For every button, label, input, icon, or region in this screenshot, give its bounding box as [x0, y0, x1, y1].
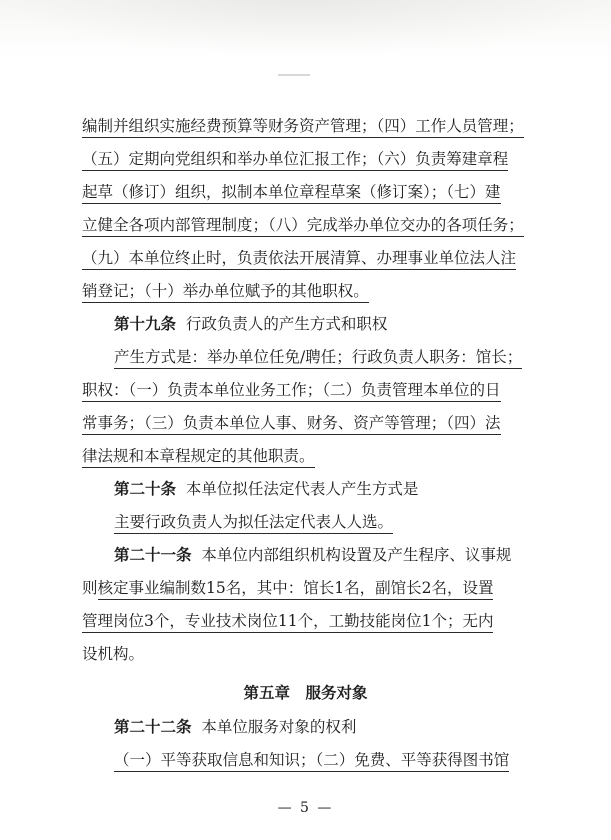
text-line-1: 编制并组织实施经费预算等财务资产管理；（四）工作人员管理；: [82, 115, 538, 138]
article-21-line-2: 则核定事业编制数15名，其中：馆长1名，副馆长2名，设置: [82, 577, 538, 600]
article-19-line-3: 常事务；（三）负责本单位人事、财务、资产等管理；（四）法: [82, 412, 538, 435]
article-20-title: 第二十条: [114, 479, 177, 498]
article-20-subject: 本单位拟任法定代表人产生方式是: [185, 480, 419, 498]
chapter-5-heading: 第五章 服务对象: [243, 683, 368, 702]
text-line-6: 销登记；（十）举办单位赋予的其他职权。: [82, 280, 538, 303]
article-22-title: 第二十二条: [114, 717, 192, 736]
scan-mark: [278, 74, 310, 76]
article-19-subject: 行政负责人的产生方式和职权: [185, 315, 388, 333]
text-line-2: （五）定期向党组织和举办单位汇报工作；（六）负责筹建章程: [82, 148, 538, 171]
article-19-heading: [114, 313, 538, 335]
article-19-line-4: 律法规和本章程规定的其他职责。: [82, 445, 538, 468]
text-line-5: （九）本单位终止时，负责依法开展清算、办理事业单位法人注: [82, 247, 538, 270]
article-21-title: 第二十一条: [114, 545, 192, 564]
article-22-heading: [114, 716, 538, 738]
scan-shadow: [0, 0, 611, 55]
article-21-line-4: 设机构。: [82, 645, 145, 663]
article-20-line-1: 主要行政负责人为拟任法定代表人人选。: [114, 511, 538, 534]
article-19-line-1: 产生方式是：举办单位任免/聘任；行政负责人职务：馆长；: [114, 346, 538, 369]
article-22-line-1: （一）平等获取信息和知识；（二）免费、平等获得图书馆: [114, 749, 538, 772]
article-21-subject: 本单位内部组织机构设置及产生程序、议事规: [201, 546, 512, 564]
page-number: — 5 —: [277, 800, 334, 816]
article-22-subject: 本单位服务对象的权利: [201, 718, 357, 736]
article-21-heading: [114, 544, 538, 566]
article-19-line-2: 职权：（一）负责本单位业务工作；（二）负责管理本单位的日: [82, 379, 538, 402]
text-line-4: 立健全各项内部管理制度；（八）完成举办单位交办的各项任务；: [82, 214, 538, 237]
text-line-3: 起草（修订）组织，拟制本单位章程草案（修订案）；（七）建: [82, 181, 538, 204]
article-20-heading: [114, 478, 538, 500]
article-21-line-3: 管理岗位3个，专业技术岗位11个，工勤技能岗位1个；无内: [82, 610, 538, 633]
article-19-title: 第十九条: [114, 314, 177, 333]
